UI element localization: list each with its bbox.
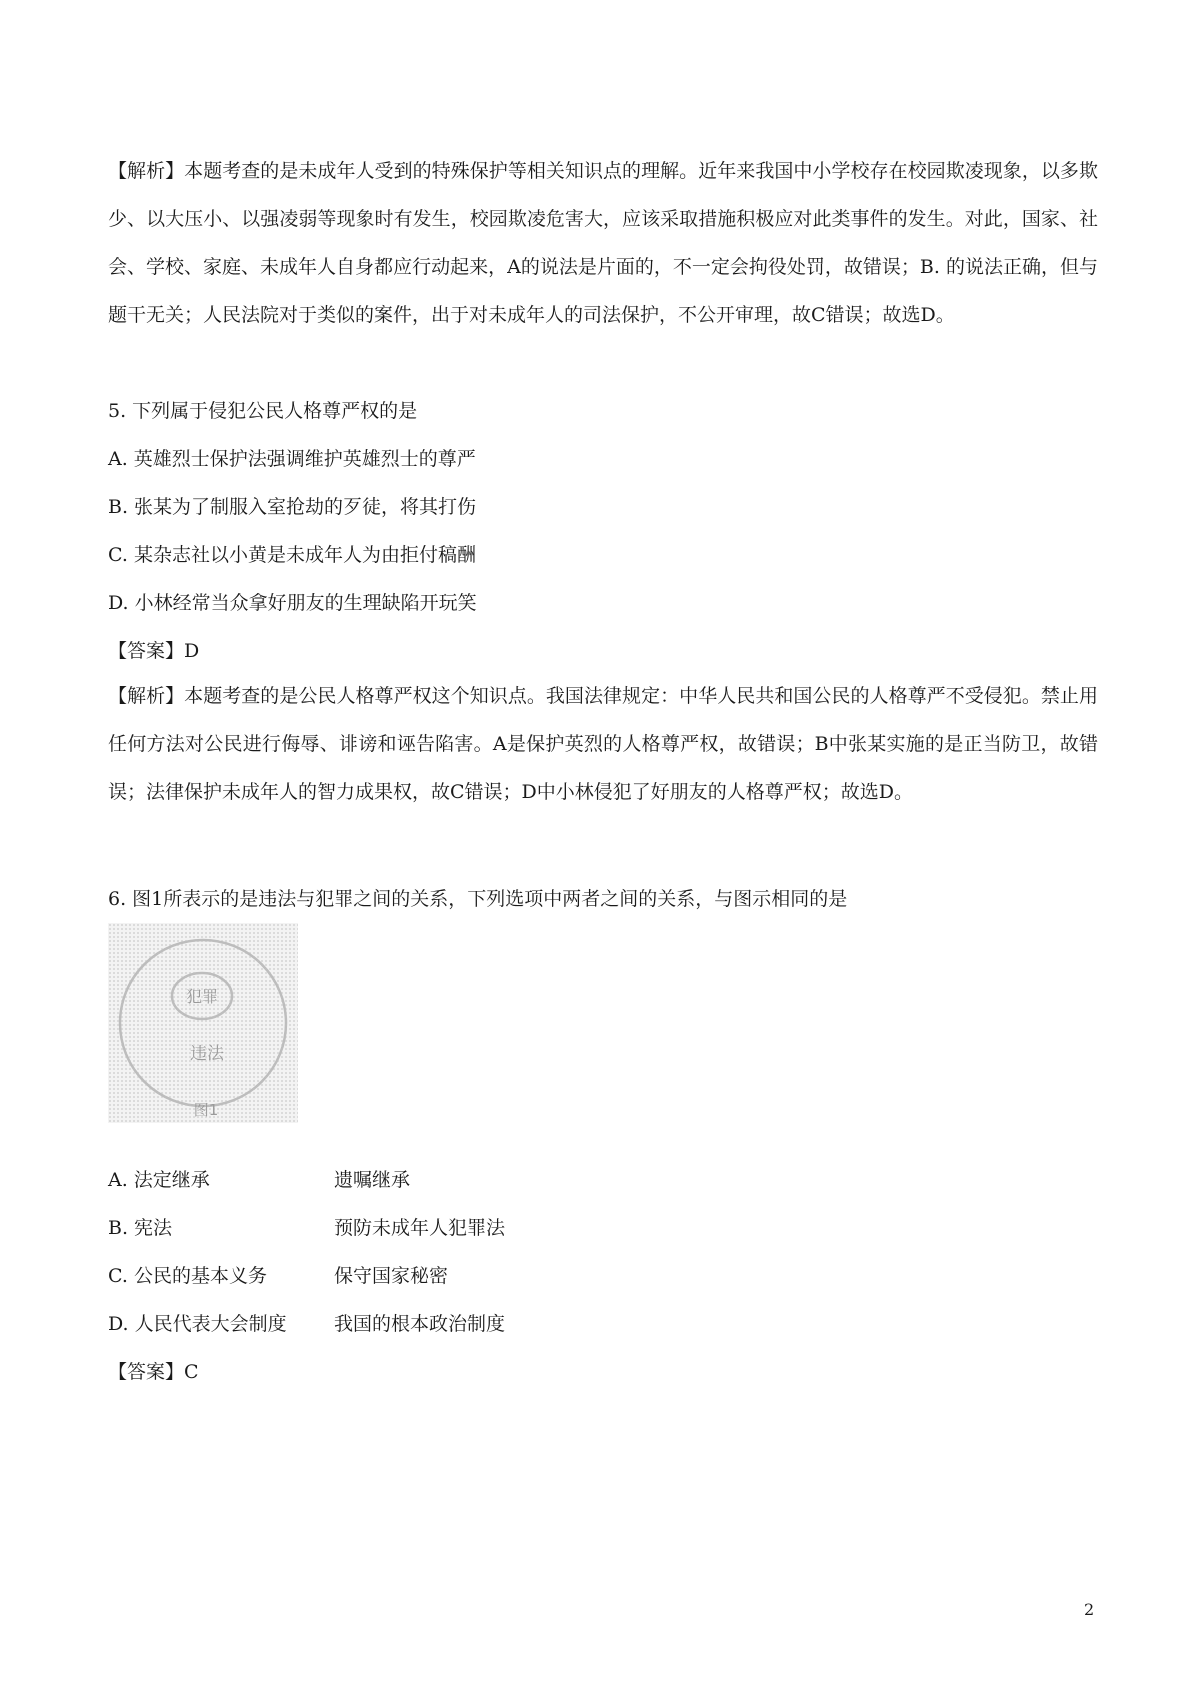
question-6-option-a-left: A. 法定继承 bbox=[108, 1169, 210, 1191]
figure-1-venn-diagram bbox=[108, 923, 298, 1123]
question-6-option-c-left: C. 公民的基本义务 bbox=[108, 1265, 267, 1287]
analysis-5-paragraph bbox=[108, 672, 1098, 816]
analysis-text: 本题考查的是未成年人受到的特殊保护等相关知识点的理解。近年来我国中小学校存在校园欺凌现象，以多欺少、以大压小、以强凌弱等现象时有发生，校园欺凌危害大，应该采取措施积极应对此类事件的发生。对此，国家、社会、学校、家庭、未成年人自身都应行动起来，A的说法是片面的，不一定会拘役处罚，故错误；B. 的说法正确，但与题干无关；人民法院对于类似的案件，出于对未成年人的司法保护，不公开审理，故C错误；故选D。 bbox=[108, 160, 1098, 326]
question-6-answer: 【答案】C bbox=[108, 1361, 199, 1383]
venn-diagram-svg bbox=[108, 923, 298, 1123]
analysis-4-paragraph bbox=[108, 147, 1098, 339]
outer-circle-label: 违法 bbox=[190, 1044, 224, 1064]
question-6-option-a-right: 遗嘱继承 bbox=[334, 1169, 411, 1191]
analysis-label: 【解析】 bbox=[108, 685, 185, 707]
question-6-stem: 6. 图1所表示的是违法与犯罪之间的关系，下列选项中两者之间的关系，与图示相同的是 bbox=[108, 888, 848, 910]
page-number: 2 bbox=[1084, 1600, 1095, 1619]
question-6-option-d-right: 我国的根本政治制度 bbox=[334, 1313, 506, 1335]
question-6-option-b-right: 预防未成年人犯罪法 bbox=[334, 1217, 506, 1239]
question-5-answer: 【答案】D bbox=[108, 640, 200, 662]
analysis-text: 本题考查的是公民人格尊严权这个知识点。我国法律规定：中华人民共和国公民的人格尊严不受侵犯。禁止用任何方法对公民进行侮辱、诽谤和诬告陷害。A是保护英烈的人格尊严权，故错误；B中张某实施的是正当防卫，故错误；法律保护未成年人的智力成果权，故C错误；D中小林侵犯了好朋友的人格尊严权；故选D。 bbox=[108, 685, 1098, 803]
question-5-option-b: B. 张某为了制服入室抢劫的歹徒，将其打伤 bbox=[108, 496, 477, 518]
question-5-option-a: A. 英雄烈士保护法强调维护英雄烈士的尊严 bbox=[108, 448, 476, 470]
question-5-option-d: D. 小林经常当众拿好朋友的生理缺陷开玩笑 bbox=[108, 592, 477, 614]
analysis-label: 【解析】 bbox=[108, 160, 185, 182]
question-6-option-d-left: D. 人民代表大会制度 bbox=[108, 1313, 287, 1335]
outer-circle bbox=[120, 940, 286, 1106]
question-6-option-b-left: B. 宪法 bbox=[108, 1217, 173, 1239]
figure-caption: 图1 bbox=[193, 1101, 219, 1119]
question-5-stem: 5. 下列属于侵犯公民人格尊严权的是 bbox=[108, 400, 418, 422]
inner-circle-label: 犯罪 bbox=[185, 987, 219, 1006]
question-6-option-c-right: 保守国家秘密 bbox=[334, 1265, 449, 1287]
question-5-option-c: C. 某杂志社以小黄是未成年人为由拒付稿酬 bbox=[108, 544, 476, 566]
